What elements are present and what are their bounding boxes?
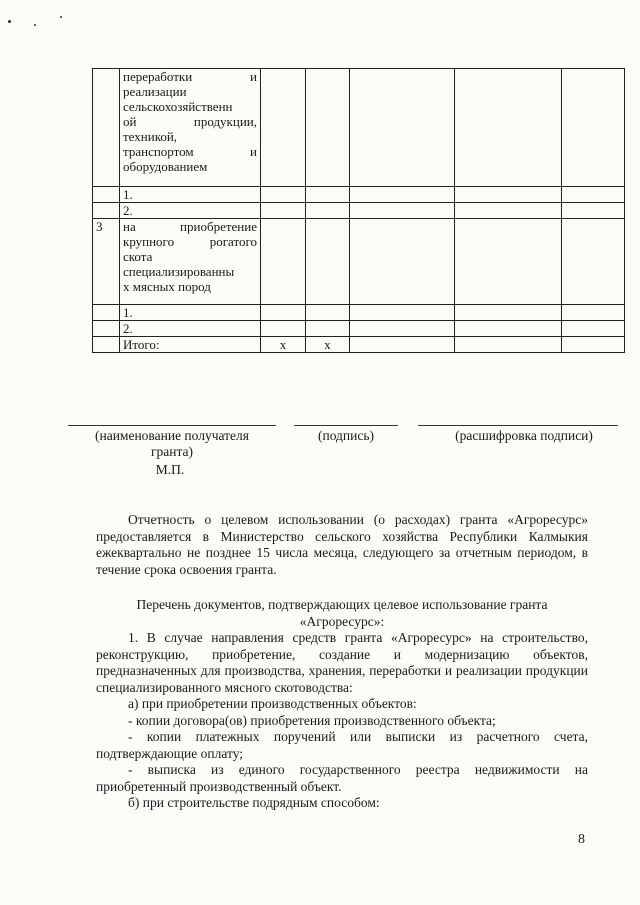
reporting-paragraph: Отчетность о целевом использовании (о расходах) гранта «Агроресурс» предоставляется в Министерство сельского хозяйства Республики Калмыкия ежеквартально не позднее 15 числа месяца, следующего за отчетным периодом, в течение срока освоения гранта. bbox=[96, 512, 588, 577]
stamp-mark: М.П. bbox=[155, 462, 185, 477]
total-mark: x bbox=[306, 337, 350, 353]
decoding-caption: (расшифровка подписи) bbox=[455, 428, 593, 443]
signature-line-signature bbox=[294, 425, 398, 426]
recipient-caption: (наименование получателя гранта) bbox=[94, 428, 249, 459]
table-row bbox=[93, 69, 625, 187]
item-description: на приобретение крупного рогатого скота специализированны х мясных пород bbox=[120, 219, 261, 305]
table-row: 2. bbox=[93, 321, 625, 337]
table-row: 1. bbox=[93, 187, 625, 203]
table-row bbox=[93, 219, 625, 305]
documents-list: Перечень документов, подтверждающих целевое использование гранта «Агроресурс»: 1. В случае направления средств гранта «Агроресурс» на строительство, реконструкцию, приобретение, создание и модернизацию объектов, предназначенных для производства, хранения, переработки и реализации продукции специализированного мясного скотоводства: а) при приобретении производственных объектов: - копии договора(ов) приобретения производственного объекта; - копии платежных поручений или выписки из расчетного счета, подтверждающие оплату; - выписка из единого государственного реестра недвижимости на приобретенный производственный объект. б) при строительстве подрядным способом: bbox=[96, 597, 588, 810]
expense-table bbox=[92, 68, 625, 353]
table-row: 1. bbox=[93, 305, 625, 321]
signature-caption: (подпись) bbox=[317, 428, 375, 443]
scan-speck bbox=[34, 24, 36, 26]
item-description: переработки и реализации сельскохозяйственн ой продукции, техникой, транспортом и оборудованием bbox=[120, 69, 261, 187]
row-number: 3 bbox=[93, 219, 120, 305]
table-row: 2. bbox=[93, 203, 625, 219]
scan-speck bbox=[8, 20, 11, 23]
page-number: 8 bbox=[578, 832, 585, 847]
total-label: Итого: bbox=[120, 337, 261, 353]
list-title: Перечень документов, подтверждающих целевое использование гранта «Агроресурс»: bbox=[136, 597, 548, 629]
total-row bbox=[93, 337, 625, 353]
signature-line-recipient bbox=[68, 425, 276, 426]
total-mark: x bbox=[261, 337, 306, 353]
signature-line-decoding bbox=[418, 425, 618, 426]
scan-speck bbox=[60, 16, 62, 18]
